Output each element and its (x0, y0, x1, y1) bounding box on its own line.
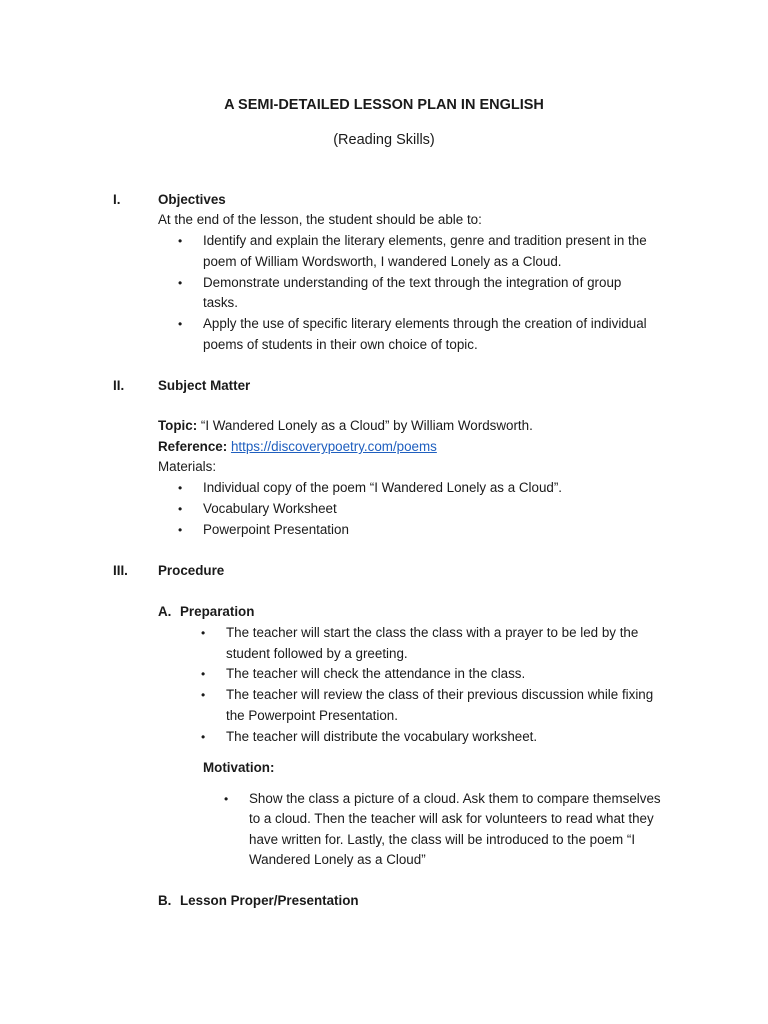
preparation-2-line-1: The teacher will check the attendance in the class. (226, 666, 526, 681)
objective-2-line-2: tasks. (203, 295, 238, 310)
document-subtitle: (Reading Skills) (333, 132, 435, 148)
subsection-heading-lesson-proper: Lesson Proper/Presentation (180, 893, 359, 908)
reference-link[interactable]: https://discoverypoetry.com/poems (230, 439, 437, 454)
objective-1-line-1: Identify and explain the literary elements, genre and tradition present in the (203, 233, 647, 248)
preparation-bullet-icon: • (201, 730, 206, 744)
preparation-bullet-icon: • (201, 667, 206, 681)
document-title: A SEMI-DETAILED LESSON PLAN IN ENGLISH (224, 97, 544, 113)
preparation-1-line-1: The teacher will start the class the class with a prayer to be led by the (226, 625, 639, 640)
section-numeral-procedure: III. (113, 563, 128, 578)
subsection-heading-preparation: Preparation (180, 604, 255, 619)
material-bullet-icon: • (178, 481, 183, 495)
motivation-heading: Motivation: (203, 760, 275, 775)
material-item-3: Powerpoint Presentation (203, 522, 349, 537)
reference-label: Reference: (158, 439, 228, 454)
motivation-line-3: have written for. Lastly, the class will be introduced to the poem “I (249, 832, 636, 847)
section-numeral-subject-matter: II. (113, 378, 125, 393)
section-heading-procedure: Procedure (158, 563, 225, 578)
objective-3-line-2: poems of students in their own choice of topic. (203, 337, 478, 352)
topic-value: “I Wandered Lonely as a Cloud” by William Wordsworth. (197, 418, 533, 433)
section-heading-objectives: Objectives (158, 192, 226, 207)
preparation-1-line-2: student followed by a greeting. (226, 646, 408, 661)
preparation-3-line-1: The teacher will review the class of their previous discussion while fixing (226, 687, 654, 702)
objective-bullet-icon: • (178, 276, 183, 290)
preparation-4-line-1: The teacher will distribute the vocabulary worksheet. (226, 729, 538, 744)
objectives-intro: At the end of the lesson, the student should be able to: (158, 212, 482, 227)
motivation-line-2: to a cloud. Then the teacher will ask for volunteers to read what they (249, 811, 654, 826)
reference-line (158, 437, 437, 458)
material-item-2: Vocabulary Worksheet (203, 501, 337, 516)
motivation-line-1: Show the class a picture of a cloud. Ask them to compare themselves (249, 791, 661, 806)
topic-label: Topic: (158, 418, 198, 433)
materials-label: Materials: (158, 459, 217, 474)
subsection-label-lesson-proper: B. (158, 893, 172, 908)
objective-bullet-icon: • (178, 234, 183, 248)
preparation-bullet-icon: • (201, 626, 206, 640)
subsection-label-preparation: A. (158, 604, 172, 619)
objective-bullet-icon: • (178, 317, 183, 331)
material-bullet-icon: • (178, 523, 183, 537)
preparation-3-line-2: the Powerpoint Presentation. (226, 708, 398, 723)
material-bullet-icon: • (178, 502, 183, 516)
objective-1-line-2: poem of William Wordsworth, I wandered Lonely as a Cloud. (203, 254, 562, 269)
preparation-bullet-icon: • (201, 688, 206, 702)
motivation-line-4: Wandered Lonely as a Cloud” (249, 852, 426, 867)
motivation-bullet-icon: • (224, 792, 229, 806)
topic-line (158, 416, 533, 437)
material-item-1: Individual copy of the poem “I Wandered Lonely as a Cloud”. (203, 480, 563, 495)
section-numeral-objectives: I. (113, 192, 121, 207)
section-heading-subject-matter: Subject Matter (158, 378, 251, 393)
objective-3-line-1: Apply the use of specific literary elements through the creation of individual (203, 316, 647, 331)
objective-2-line-1: Demonstrate understanding of the text through the integration of group (203, 275, 622, 290)
